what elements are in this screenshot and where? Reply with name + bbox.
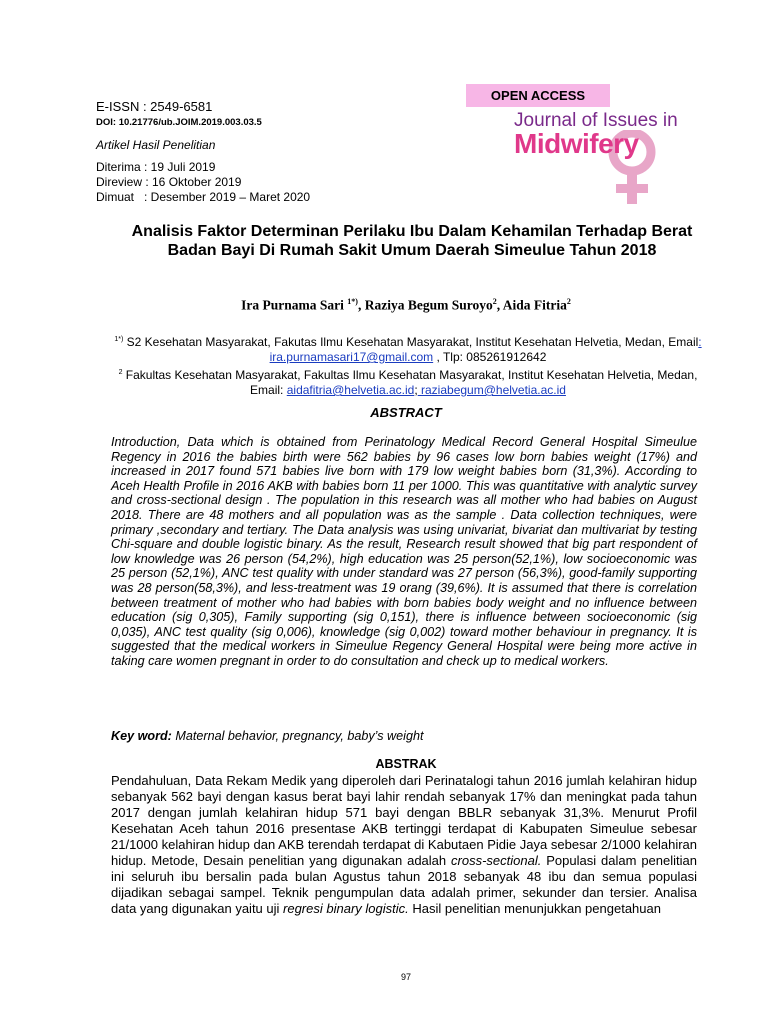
keyword-label: Key word: [111,729,172,743]
affiliations [110,332,706,398]
journal-name-line1: Journal of Issues in [514,110,678,131]
abstrak-part-5: regresi binary logistic. [283,901,409,916]
abstrak-part-1: Pendahuluan [111,773,188,788]
affiliation-1-text: S2 Kesehatan Masyarakat, Fakutas Ilmu Kesehatan Masyarakat, Institut Kesehatan Helvetia, Medan, Email [123,335,699,349]
author-1-sup: 1*) [347,297,358,306]
affiliation-2-sup: 2 [118,369,123,376]
date-received: Diterima : 19 Juli 2019 [96,160,216,174]
affiliation-2 [110,365,706,398]
paper-title: Analisis Faktor Determinan Perilaku Ibu Dalam Kehamilan Terhadap Berat Badan Bayi Di Rumah Sakit Umum Daerah Simeulue Tahun 2018 [131,223,693,259]
email-link-3[interactable]: raziabegum@helvetia.ac.id [417,383,566,397]
email-link-1[interactable]: : ira.purnamasari17@gmail.com [269,335,702,364]
open-access-badge: OPEN ACCESS [466,84,610,107]
affiliation-1 [110,332,706,365]
eissn: E-ISSN : 2549-6581 [96,99,213,114]
author-2-sup: 2 [492,297,497,306]
abstrak-heading: ABSTRAK [375,757,437,771]
abstrak-body [111,773,697,917]
article-dates [96,160,310,205]
page-number: 97 [400,972,411,982]
author-3-sup: 2 [566,297,571,306]
email-link-2[interactable]: aidafitria@helvetia.ac.id [286,383,415,397]
author-3: , Aida Fitria [496,297,567,313]
keyword-values: Maternal behavior, pregnancy, baby’s weight [171,729,424,743]
journal-name-line2: Midwifery [514,128,639,159]
affiliation-1-phone: , Tlp: 085261912642 [433,350,547,364]
abstrak-part-4: Populasi dalam penelitian ini seluruh ibu bersalin pada bulan Agustus tahun 2018 sebanyak 48 ibu dan semua populasi dijadikan sebagai sampel. Teknik pengumpulan data adalah primer, sekunder dan tersier. Analisa data yang digunakan yaitu uji [111,853,697,916]
email-separator: ; [414,383,418,397]
abstract-body: Introduction, Data which is obtained from Perinatology Medical Record General Hospital Simeulue Regency in 2016 the babies birth were 562 babies by 96 cases low born babies weight (17%) and increased in 2017 found 571 babies live born with 179 low weight babies born (31,3%). According to Aceh Health Profile in 2016 AKB with babies born 11 per 1000. This was quantitative with analytic survey and cross-sectional design . The population in this research was all mother who had babies on August 2018. There are 48 mothers and all population was as the sample . Data collection techniques, were primary ,secondary and tertiary. The Data analysis was using univariat, bivariat dan multivariat by testing Chi-square and double logistic binary. As the result, Research result showed that big part respondent of low knowledge was 26 person (54,2%), high education was 25 person(52,1%), low socioeconomic was 25 person (52,1%), ANC test quality with under standard was 27 person (56,3%), good-family supporting was 28 person(58,3%), and less-treatment was 19 orang (39,6%). It is assumed that there is correlation between treatment of mother who had babies with born babies body weight and no influence between education (sig 0,305), Family supporting (sig 0,151), there is influence between socioeconomic (sig 0,035), ANC test quality (sig 0,006), knowledge (sig 0,002) toward mother behaviour in pregnancy. It is suggested that the medical workers in Simeulue Regency General Hospital were being more active in taking care women pregnant in order to do consultation and check up to medical workers. [111,435,697,668]
abstract-heading: ABSTRACT [370,405,442,420]
keywords [111,729,697,743]
affiliation-1-sup: 1*) [114,336,124,343]
affiliation-2-text: Fakultas Kesehatan Masyarakat, Fakultas Ilmu Kesehatan Masyarakat, Institut Kesehatan Helvetia, Medan, Email: [122,368,698,397]
author-1: Ira Purnama Sari [241,297,344,313]
date-published: Dimuat : Desember 2019 – Maret 2020 [96,190,311,204]
date-reviewed: Direview : 16 Oktober 2019 [96,175,242,189]
author-2: , Raziya Begum Suroyo [357,297,493,313]
abstrak-part-3: cross-sectional. [451,853,542,868]
doi[interactable]: DOI: 10.21776/ub.JOIM.2019.003.03.5 [96,117,262,128]
author-list [96,297,716,314]
article-type: Artikel Hasil Penelitian [96,138,216,152]
abstrak-part-2: , Data Rekam Medik yang diperoleh dari Perinatalogi tahun 2016 jumlah kelahiran hidup sebanyak 562 bayi dengan kasus berat bayi lahir rendah sebanyak 17% dan meningkat pada tahun 2017 dengan jumlah kelahiran hidup 571 bayi dengan BBLR sebanyak 31,3%. Menurut Profil Kesehatan Aceh tahun 2016 presentase AKB tertinggi terdapat di Kabupaten Simeulue sebesar 21/1000 kelahiran hidup dan AKB terendah terdapat di Kabutaen Pidie Jaya sebesar 2/1000 kelahiran hidup. Metode, Desain penelitian yang digunakan adalah [111,773,697,868]
abstrak-part-6: Hasil penelitian menunjukkan pengetahuan [408,901,661,916]
